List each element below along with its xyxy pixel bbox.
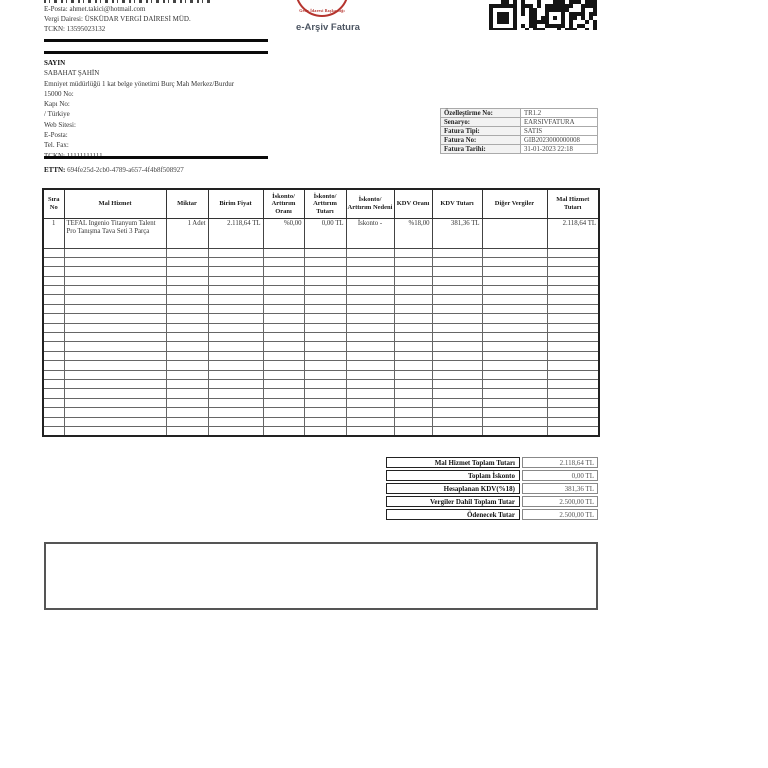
col-header-mal-hizmet-tutari: Mal Hizmet Tutarı: [547, 189, 599, 218]
buyer-address: Emniyet müdürlüğü 1 kat belge yönetimi Burç Mah Merkez/Burdur: [44, 79, 235, 88]
totals-value: 0,00 TL: [522, 470, 598, 481]
totals-value: 2.118,64 TL: [522, 457, 598, 468]
totals-label: Ödenecek Tutar: [386, 509, 520, 520]
totals-box: [386, 457, 598, 522]
cell-kdv-orani: %18,00: [394, 218, 432, 248]
buyer-web: Web Sitesi:: [44, 120, 76, 129]
info-label: Fatura Tipi:: [441, 127, 521, 136]
cell-sira-no: 1: [43, 218, 64, 248]
totals-row: [386, 457, 598, 468]
col-header-kdv-tutari: KDV Tutarı: [432, 189, 482, 218]
cell-iskonto-tutari: 0,00 TL: [304, 218, 346, 248]
divider-rule: [44, 39, 268, 42]
info-value: TR1.2: [521, 109, 598, 118]
gib-emblem-caption: Gelir İdaresi Başkanlığı: [299, 8, 345, 13]
table-row-empty: [43, 408, 599, 417]
gib-emblem-circle: [295, 0, 349, 17]
col-header-kdv-orani: KDV Oranı: [394, 189, 432, 218]
cell-mal-hizmet: TEFAL Ingenio Titanyum Talent Pro Tanışma Tava Seti 3 Parça: [64, 218, 166, 248]
totals-value: 2.500,00 TL: [522, 509, 598, 520]
table-row-empty: [43, 295, 599, 304]
cell-iskonto-nedeni: İskonto -: [346, 218, 394, 248]
items-body: [43, 218, 599, 248]
table-row-empty: [43, 314, 599, 323]
col-header-iskonto-orani: İskonto/ Arttırım Oranı: [263, 189, 304, 218]
seller-tax-office: Vergi Dairesi: ÜSKÜDAR VERGİ DAİRESİ MÜD.: [44, 15, 191, 23]
invoice-info-table: [440, 108, 598, 154]
col-header-iskonto-tutari: İskonto/ Arttırım Tutarı: [304, 189, 346, 218]
divider-rule: [44, 51, 268, 54]
totals-value: 2.500,00 TL: [522, 496, 598, 507]
ettn-line: [44, 166, 184, 174]
cell-kdv-tutari: 381,36 TL: [432, 218, 482, 248]
col-header-birim-fiyat: Birim Fiyat: [208, 189, 263, 218]
totals-label: Vergiler Dahil Toplam Tutar: [386, 496, 520, 507]
buyer-address2: 15000 No:: [44, 89, 74, 98]
col-header-sira-no: Sıra No: [43, 189, 64, 218]
table-row-item: [43, 218, 599, 248]
buyer-tel: Tel. Fax:: [44, 141, 69, 150]
col-header-diger-vergiler: Diğer Vergiler: [482, 189, 547, 218]
totals-label: Hesaplanan KDV(%18): [386, 483, 520, 494]
buyer-country: / Türkiye: [44, 110, 70, 119]
table-row-empty: [43, 257, 599, 266]
table-row-empty: [43, 370, 599, 379]
buyer-salutation: SAYIN: [44, 59, 66, 67]
buyer-email: E-Posta:: [44, 131, 68, 140]
totals-row: [386, 509, 598, 520]
info-row: [441, 127, 598, 136]
notes-box: [44, 542, 598, 610]
totals-row: [386, 470, 598, 481]
table-row-empty: [43, 398, 599, 407]
seller-email: E-Posta: ahmet.takici@hotmail.com: [44, 5, 146, 13]
gib-emblem-logo: [294, 0, 350, 19]
table-header-row: [43, 189, 599, 218]
cell-birim-fiyat: 2.118,64 TL: [208, 218, 263, 248]
table-row-empty: [43, 286, 599, 295]
totals-label: Toplam İskonto: [386, 470, 520, 481]
info-value: 31-01-2023 22:18: [521, 145, 598, 154]
qr-code: [489, 0, 597, 30]
col-header-iskonto-nedeni: İskonto/ Arttırım Nedeni: [346, 189, 394, 218]
info-label: Fatura No:: [441, 136, 521, 145]
table-row-empty: [43, 276, 599, 285]
table-row-empty: [43, 323, 599, 332]
totals-row: [386, 483, 598, 494]
totals-value: 381,36 TL: [522, 483, 598, 494]
info-row: [441, 136, 598, 145]
ettn-label: ETTN:: [44, 166, 66, 174]
divider-rule: [44, 156, 268, 159]
table-row-empty: [43, 342, 599, 351]
info-value: SATIS: [521, 127, 598, 136]
info-value: EARSIVFATURA: [521, 118, 598, 127]
seller-block: [44, 0, 304, 34]
totals-label: Mal Hizmet Toplam Tutarı: [386, 457, 520, 468]
buyer-block: [44, 58, 324, 161]
buyer-kapi-no: Kapı No:: [44, 100, 70, 109]
info-label: Senaryo:: [441, 118, 521, 127]
cell-miktar: 1 Adet: [166, 218, 208, 248]
table-row-empty: [43, 379, 599, 388]
info-label: Özelleştirme No:: [441, 109, 521, 118]
table-row-empty: [43, 417, 599, 426]
table-row-empty: [43, 333, 599, 342]
info-label: Fatura Tarihi:: [441, 145, 521, 154]
ettn-value: 694fe25d-2cb0-4789-a657-4f4b8f508927: [67, 166, 184, 174]
document-type-title: e-Arşiv Fatura: [296, 22, 360, 33]
info-row: [441, 118, 598, 127]
table-row-empty: [43, 304, 599, 313]
info-value: GIB2023000000008: [521, 136, 598, 145]
buyer-name: SABAHAT ŞAHİN: [44, 69, 100, 78]
seller-tckn: TCKN: 13595023132: [44, 25, 106, 33]
info-row: [441, 145, 598, 154]
cell-mal-hizmet-tutari: 2.118,64 TL: [547, 218, 599, 248]
cell-diger-vergiler: [482, 218, 547, 248]
info-row: [441, 109, 598, 118]
table-row-empty: [43, 389, 599, 398]
table-row-empty: [43, 248, 599, 257]
col-header-mal-hizmet: Mal Hizmet: [64, 189, 166, 218]
table-row-empty: [43, 351, 599, 360]
items-empty-rows: [43, 248, 599, 436]
totals-row: [386, 496, 598, 507]
table-row-empty: [43, 426, 599, 435]
col-header-miktar: Miktar: [166, 189, 208, 218]
table-row-empty: [43, 361, 599, 370]
table-row-empty: [43, 267, 599, 276]
cell-iskonto-orani: %0,00: [263, 218, 304, 248]
line-items-table: [42, 188, 600, 437]
